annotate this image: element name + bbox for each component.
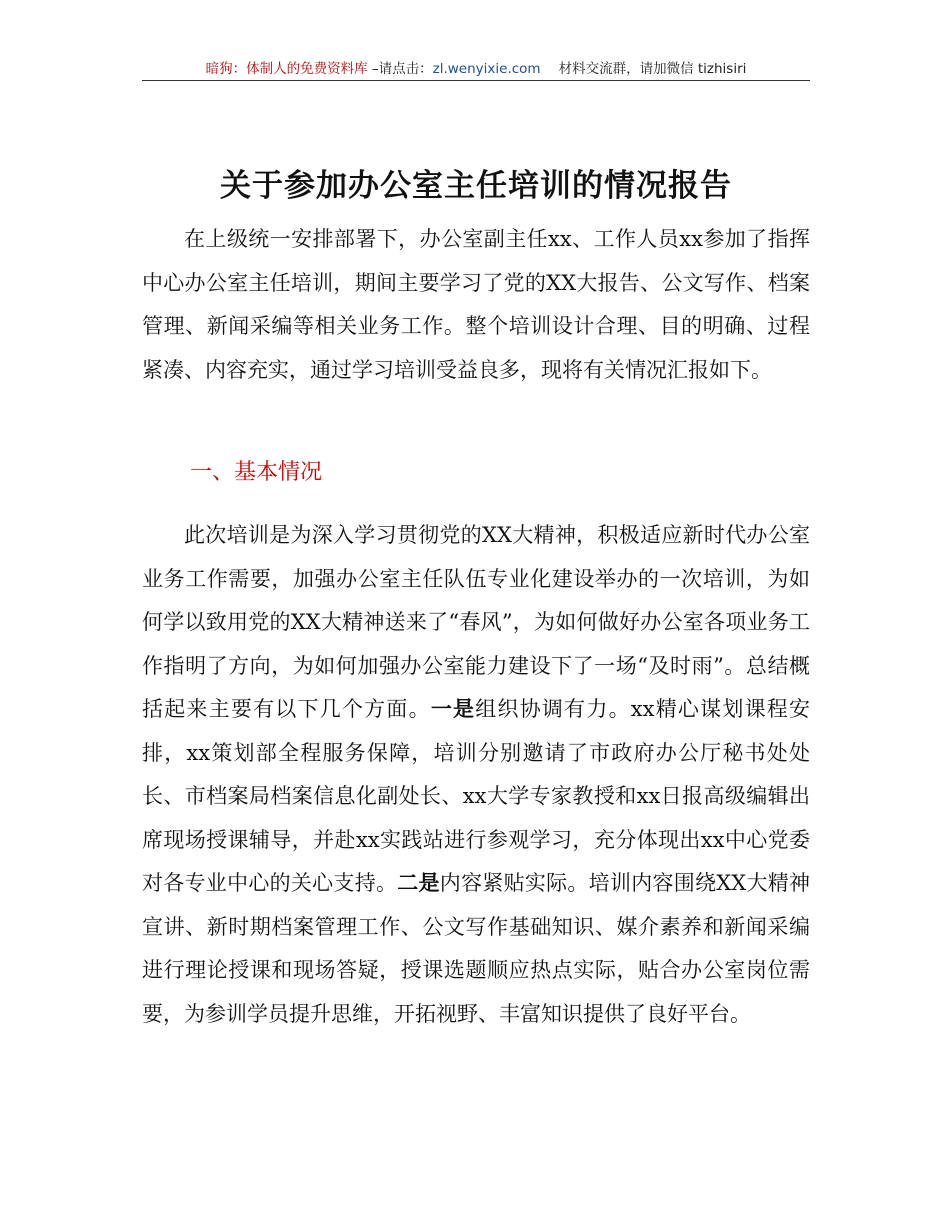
- point-marker-second: 二是: [397, 871, 440, 895]
- body-text-part-1: 此次培训是为深入学习贯彻党的XX大精神，积极适应新时代办公室业务工作需要，加强办公室主任队伍专业化建设举办的一次培训，为如何学以致用党的XX大精神送来了“春风”，为如何做好办公室各项业务工作指明了方向，为如何加强办公室能力建设下了一场“及时雨”。总结概括起来主要有以下几个方面。: [142, 523, 810, 721]
- body-text-part-2: 组织协调有力。xx精心谋划课程安排，xx策划部全程服务保障，培训分别邀请了市政府办公厅秘书处处长、市档案局档案信息化副处长、xx大学专家教授和xx日报高级编辑出席现场授课辅导，并赴xx实践站进行参观学习，充分体现出xx中心党委对各专业中心的关心支持。: [142, 697, 811, 895]
- intro-paragraph: 在上级统一安排部署下，办公室副主任xx、工作人员xx参加了指挥中心办公室主任培训，期间主要学习了党的XX大报告、公文写作、档案管理、新闻采编等相关业务工作。整个培训设计合理、目的明确、过程紧凑、内容充实，通过学习培训受益良多，现将有关情况汇报如下。: [142, 227, 810, 382]
- header-prompt-text: –请点击：: [367, 61, 433, 77]
- header-brand-text: 暗狗：体制人的免费资料库: [205, 61, 368, 77]
- section-body-paragraph: [142, 514, 810, 1036]
- document-title: 关于参加办公室主任培训的情况报告: [220, 167, 732, 204]
- page-header: [142, 58, 810, 80]
- header-divider: [142, 80, 810, 81]
- header-website-link[interactable]: zl.wenyixie.com: [432, 61, 541, 77]
- header-contact-text: 材料交流群，请加微信 tizhisiri: [558, 61, 747, 77]
- point-marker-first: 一是: [430, 697, 476, 721]
- body-text-part-3: 内容紧贴实际。培训内容围绕XX大精神宣讲、新时期档案管理工作、公文写作基础知识、媒介素养和新闻采编进行理论授课和现场答疑，授课选题顺应热点实际，贴合办公室岗位需要，为参训学员提升思维，开拓视野、丰富知识提供了良好平台。: [142, 871, 811, 1026]
- section-heading-basic-situation: 一、基本情况: [190, 460, 323, 485]
